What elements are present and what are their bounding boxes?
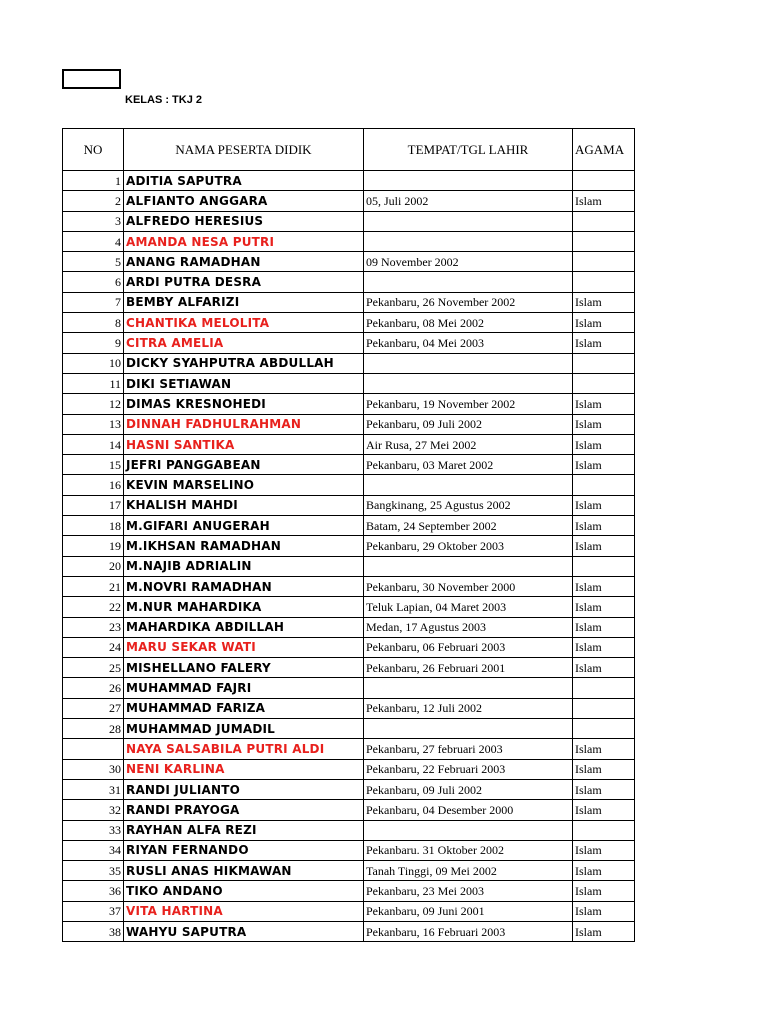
row-number: 23 [63,617,124,637]
birth-place-date: Pekanbaru, 27 februari 2003 [364,739,573,759]
row-number: 12 [63,394,124,414]
birth-place-date: Pekanbaru, 26 Februari 2001 [364,658,573,678]
birth-place-date [364,678,573,698]
table-row [63,171,635,191]
table-row [63,536,635,556]
student-name: MUHAMMAD FARIZA [124,698,364,718]
row-number: 26 [63,678,124,698]
student-name: MISHELLANO FALERY [124,658,364,678]
birth-place-date: Pekanbaru, 26 November 2002 [364,292,573,312]
religion: Islam [573,779,635,799]
table-row [63,353,635,373]
row-number: 7 [63,292,124,312]
religion: Islam [573,455,635,475]
religion: Islam [573,495,635,515]
row-number: 3 [63,211,124,231]
table-row [63,840,635,860]
table-row [63,455,635,475]
student-name: TIKO ANDANO [124,881,364,901]
birth-place-date [364,556,573,576]
student-name: M.GIFARI ANUGERAH [124,516,364,536]
row-number: 5 [63,252,124,272]
birth-place-date: Air Rusa, 27 Mei 2002 [364,434,573,454]
table-row [63,678,635,698]
row-number: 34 [63,840,124,860]
table-row [63,475,635,495]
student-name: M.IKHSAN RAMADHAN [124,536,364,556]
religion: Islam [573,759,635,779]
table-row [63,394,635,414]
religion: Islam [573,313,635,333]
table-row [63,272,635,292]
row-number: 37 [63,901,124,921]
student-name: RANDI JULIANTO [124,779,364,799]
birth-place-date [364,719,573,739]
row-number: 31 [63,779,124,799]
birth-place-date [364,231,573,251]
table-row [63,556,635,576]
birth-place-date: Pekanbaru, 09 Juli 2002 [364,414,573,434]
student-name: DIMAS KRESNOHEDI [124,394,364,414]
religion: Islam [573,414,635,434]
student-name: ARDI PUTRA DESRA [124,272,364,292]
column-header-birth: TEMPAT/TGL LAHIR [364,129,573,171]
birth-place-date: Pekanbaru. 31 Oktober 2002 [364,840,573,860]
row-number: 17 [63,495,124,515]
student-name: M.NAJIB ADRIALIN [124,556,364,576]
birth-place-date [364,211,573,231]
birth-place-date: Batam, 24 September 2002 [364,516,573,536]
table-row [63,759,635,779]
student-name: AMANDA NESA PUTRI [124,231,364,251]
birth-place-date: Pekanbaru, 23 Mei 2003 [364,881,573,901]
row-number: 2 [63,191,124,211]
religion: Islam [573,658,635,678]
row-number: 27 [63,698,124,718]
birth-place-date [364,353,573,373]
student-name: M.NOVRI RAMADHAN [124,576,364,596]
row-number: 36 [63,881,124,901]
student-name: DICKY SYAHPUTRA ABDULLAH [124,353,364,373]
column-header-religion: AGAMA [573,129,635,171]
table-row [63,779,635,799]
row-number: 25 [63,658,124,678]
student-name: BEMBY ALFARIZI [124,292,364,312]
birth-place-date: 05, Juli 2002 [364,191,573,211]
row-number: 9 [63,333,124,353]
row-number: 10 [63,353,124,373]
birth-place-date: Pekanbaru, 19 November 2002 [364,394,573,414]
table-row [63,252,635,272]
religion [573,556,635,576]
row-number: 19 [63,536,124,556]
student-name: RUSLI ANAS HIKMAWAN [124,861,364,881]
religion: Islam [573,292,635,312]
table-row [63,617,635,637]
birth-place-date: Pekanbaru, 29 Oktober 2003 [364,536,573,556]
table-row [63,516,635,536]
student-name: NENI KARLINA [124,759,364,779]
row-number: 30 [63,759,124,779]
religion: Islam [573,800,635,820]
religion: Islam [573,921,635,941]
table-row [63,576,635,596]
student-name: JEFRI PANGGABEAN [124,455,364,475]
student-name: VITA HARTINA [124,901,364,921]
religion: Islam [573,516,635,536]
table-row [63,597,635,617]
table-row [63,191,635,211]
row-number: 8 [63,313,124,333]
row-number: 22 [63,597,124,617]
student-name: ANANG RAMADHAN [124,252,364,272]
table-row [63,820,635,840]
row-number: 13 [63,414,124,434]
row-number: 35 [63,861,124,881]
birth-place-date: Pekanbaru, 09 Juli 2002 [364,779,573,799]
religion: Islam [573,434,635,454]
religion: Islam [573,861,635,881]
student-roster-table [62,128,635,942]
row-number: 18 [63,516,124,536]
birth-place-date: Teluk Lapian, 04 Maret 2003 [364,597,573,617]
column-header-name: NAMA PESERTA DIDIK [124,129,364,171]
religion [573,373,635,393]
student-name: RIYAN FERNANDO [124,840,364,860]
religion: Islam [573,881,635,901]
table-row [63,658,635,678]
birth-place-date: Bangkinang, 25 Agustus 2002 [364,495,573,515]
birth-place-date: Pekanbaru, 22 Februari 2003 [364,759,573,779]
row-number: 38 [63,921,124,941]
religion: Islam [573,191,635,211]
row-number: 6 [63,272,124,292]
religion [573,719,635,739]
birth-place-date: Pekanbaru, 04 Desember 2000 [364,800,573,820]
birth-place-date: Medan, 17 Agustus 2003 [364,617,573,637]
row-number: 24 [63,637,124,657]
table-row [63,333,635,353]
row-number: 21 [63,576,124,596]
table-row [63,211,635,231]
religion [573,820,635,840]
empty-title-box [62,69,121,89]
table-row [63,373,635,393]
religion: Islam [573,840,635,860]
class-label: KELAS : TKJ 2 [125,94,203,106]
table-row [63,881,635,901]
table-row [63,921,635,941]
birth-place-date: Tanah Tinggi, 09 Mei 2002 [364,861,573,881]
table-row [63,313,635,333]
student-name: RAYHAN ALFA REZI [124,820,364,840]
religion [573,698,635,718]
student-name: M.NUR MAHARDIKA [124,597,364,617]
row-number: 4 [63,231,124,251]
table-row [63,739,635,759]
religion: Islam [573,394,635,414]
birth-place-date [364,373,573,393]
religion: Islam [573,597,635,617]
birth-place-date [364,820,573,840]
student-name: DINNAH FADHULRAHMAN [124,414,364,434]
birth-place-date: Pekanbaru, 06 Februari 2003 [364,637,573,657]
student-name: DIKI SETIAWAN [124,373,364,393]
student-name: MAHARDIKA ABDILLAH [124,617,364,637]
row-number: 32 [63,800,124,820]
student-name: MUHAMMAD FAJRI [124,678,364,698]
table-row [63,495,635,515]
student-name: WAHYU SAPUTRA [124,921,364,941]
student-name: ADITIA SAPUTRA [124,171,364,191]
religion: Islam [573,637,635,657]
religion: Islam [573,333,635,353]
table-row [63,434,635,454]
birth-place-date: Pekanbaru, 08 Mei 2002 [364,313,573,333]
table-row [63,414,635,434]
student-name: CHANTIKA MELOLITA [124,313,364,333]
religion: Islam [573,576,635,596]
table-row [63,698,635,718]
table-row [63,292,635,312]
religion: Islam [573,901,635,921]
birth-place-date: Pekanbaru, 30 November 2000 [364,576,573,596]
table-row [63,901,635,921]
birth-place-date: Pekanbaru, 04 Mei 2003 [364,333,573,353]
student-name: ALFIANTO ANGGARA [124,191,364,211]
religion: Islam [573,617,635,637]
column-header-no: NO [63,129,124,171]
religion: Islam [573,739,635,759]
religion [573,252,635,272]
student-name: ALFREDO HERESIUS [124,211,364,231]
row-number: 28 [63,719,124,739]
student-name: HASNI SANTIKA [124,434,364,454]
birth-place-date [364,475,573,495]
header-row [63,129,635,171]
religion [573,475,635,495]
religion [573,353,635,373]
row-number: 16 [63,475,124,495]
student-name: KEVIN MARSELINO [124,475,364,495]
religion [573,211,635,231]
row-number: 1 [63,171,124,191]
roster-body [63,171,635,942]
birth-place-date: Pekanbaru, 09 Juni 2001 [364,901,573,921]
birth-place-date [364,272,573,292]
religion [573,678,635,698]
table-row [63,231,635,251]
birth-place-date: Pekanbaru, 03 Maret 2002 [364,455,573,475]
student-name: CITRA AMELIA [124,333,364,353]
table-row [63,861,635,881]
student-name: NAYA SALSABILA PUTRI ALDI [124,739,364,759]
student-name: MUHAMMAD JUMADIL [124,719,364,739]
table-row [63,719,635,739]
birth-place-date: Pekanbaru, 12 Juli 2002 [364,698,573,718]
religion [573,171,635,191]
row-number: 15 [63,455,124,475]
row-number: 14 [63,434,124,454]
birth-place-date: 09 November 2002 [364,252,573,272]
table-row [63,800,635,820]
row-number: 33 [63,820,124,840]
religion: Islam [573,536,635,556]
religion [573,231,635,251]
birth-place-date [364,171,573,191]
religion [573,272,635,292]
row-number: 20 [63,556,124,576]
row-number [63,739,124,759]
birth-place-date: Pekanbaru, 16 Februari 2003 [364,921,573,941]
row-number: 11 [63,373,124,393]
student-name: MARU SEKAR WATI [124,637,364,657]
student-name: KHALISH MAHDI [124,495,364,515]
table-row [63,637,635,657]
student-name: RANDI PRAYOGA [124,800,364,820]
